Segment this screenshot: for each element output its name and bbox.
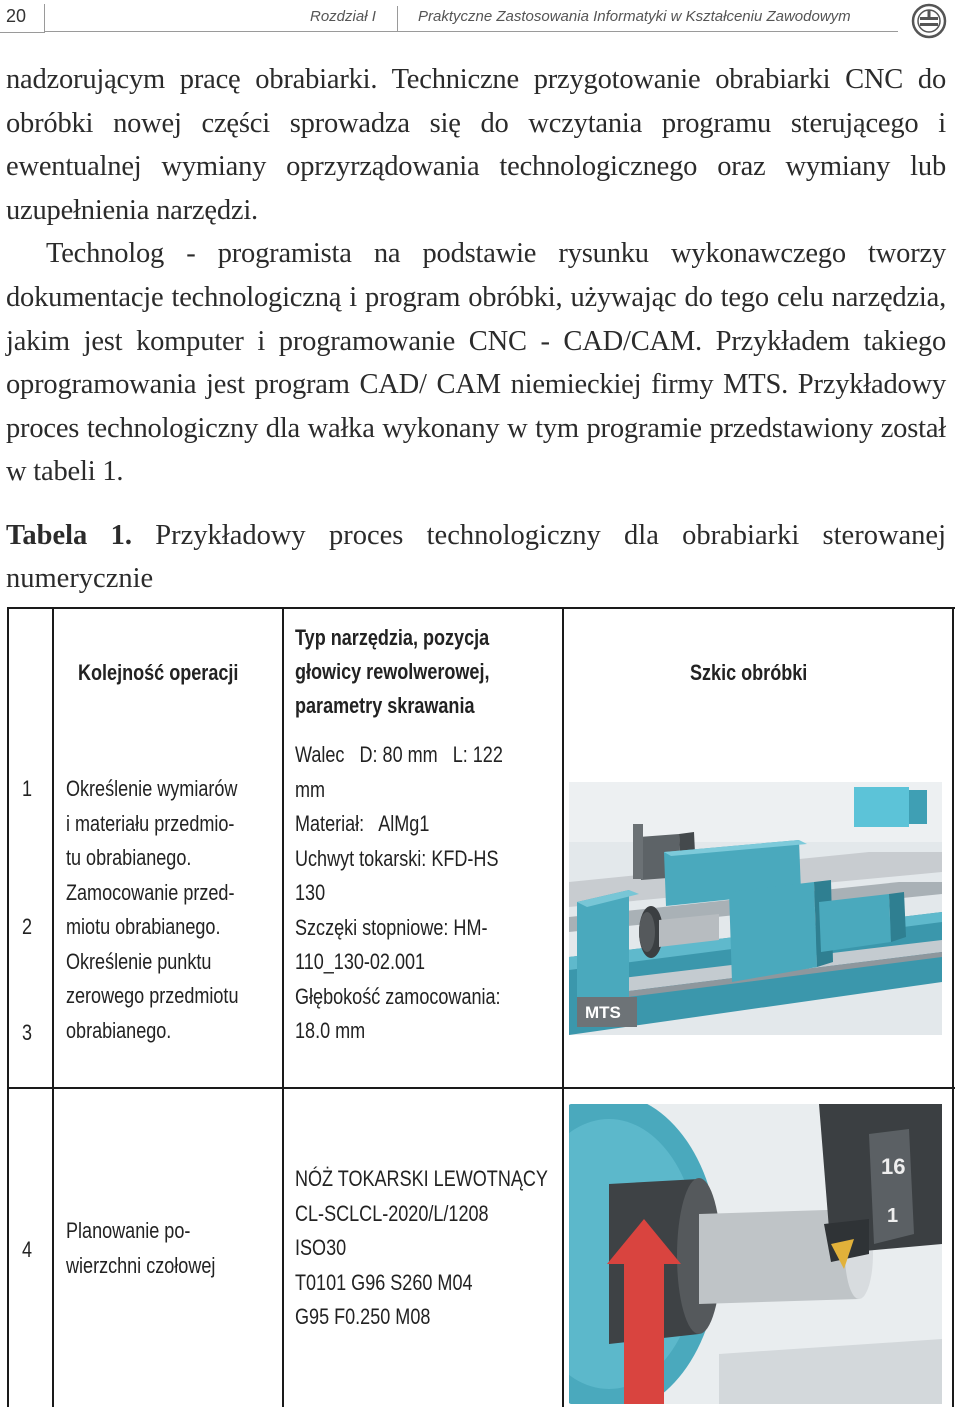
table-divider-2	[282, 607, 284, 1407]
operation-line: i materiału przedmio-	[66, 810, 235, 836]
table-caption-label: Tabela 1.	[6, 520, 132, 551]
row-number: 3	[22, 1020, 33, 1045]
header-separator	[397, 6, 398, 32]
tool-line: G95 F0.250 M08	[295, 1304, 431, 1329]
table-border-right	[952, 607, 954, 1407]
row-number: 2	[22, 914, 33, 939]
row-number: 1	[22, 776, 33, 801]
table-row-divider	[7, 1087, 955, 1089]
tool-line: Uchwyt tokarski: KFD-HS	[295, 845, 499, 871]
tool-line: 130	[295, 880, 326, 905]
publisher-logo-icon	[908, 2, 950, 40]
mts-label: MTS	[585, 1003, 621, 1022]
tool-line: mm	[295, 776, 326, 802]
tool-line: Szczęki stopniowe: HM-	[295, 914, 488, 940]
header-rule	[44, 31, 898, 32]
paragraph-1: nadzorującym pracę obrabiarki. Techniczne przygotowanie obrabiarki CNC do obróbki nowej części sprowadza się do wczytania programu sterującego i ewentualnej wymiany oprzyrządowania technologicznego oraz wymiany lub uzupełnienia narzędzi.	[6, 64, 946, 226]
header-tool-line: głowicy rewolwerowej,	[295, 659, 490, 684]
table-caption	[6, 514, 946, 600]
tool-line: NÓŻ TOKARSKI LEWOTNĄCY	[295, 1166, 548, 1191]
operation-line: zerowego przedmiotu	[66, 983, 239, 1008]
tool-line: Walec D: 80 mm L: 122	[295, 742, 503, 767]
chapter-label: Rozdział I	[310, 8, 376, 25]
page-header	[0, 0, 960, 40]
row-number: 4	[22, 1237, 33, 1262]
turret-number-16: 16	[881, 1154, 906, 1179]
row1-operation	[66, 772, 238, 1048]
operation-line: wierzchni czołowej	[66, 1252, 216, 1278]
operation-line: Określenie punktu	[66, 948, 212, 974]
tool-line: 110_130-02.001	[295, 949, 426, 974]
turret-number-1: 1	[887, 1205, 899, 1227]
row2-tool	[295, 1162, 548, 1335]
tool-line: ISO30	[295, 1235, 347, 1260]
header-tool	[295, 621, 489, 723]
row2-operation	[66, 1214, 215, 1283]
tool-line: Głębokość zamocowania:	[295, 983, 501, 1009]
body-text	[6, 58, 946, 494]
page-number: 20	[6, 6, 27, 26]
table-border-left	[7, 607, 9, 1407]
tool-line: CL-SCLCL-2020/L/1208	[295, 1200, 489, 1226]
book-title: Praktyczne Zastosowania Informatyki w Kształceniu Zawodowym	[418, 8, 851, 25]
facing-operation-image	[569, 1104, 942, 1404]
operation-line: tu obrabianego.	[66, 845, 192, 870]
operation-line: obrabianego.	[66, 1017, 172, 1043]
table-caption-text: Przykładowy proces technologiczny dla obrabiarki sterowanej numerycznie	[6, 520, 947, 594]
header-sketch: Szkic obróbki	[690, 660, 808, 685]
tool-line: Materiał: AlMg1	[295, 811, 430, 836]
tool-line: 18.0 mm	[295, 1018, 366, 1043]
paragraph-2: Technolog - programista na podstawie rysunku wykonawczego tworzy dokumentacje technologiczną i program obróbki, używając do tego celu narzędzia, jakim jest komputer i programowanie CNC - CAD/CAM. Przykładem takiego oprogramowania jest program CAD/ CAM niemieckiej firmy MTS. Przykładowy proces technologiczny dla wałka wykonany w tym programie przedstawiony został w tabeli 1.	[6, 238, 946, 488]
header-tool-line: Typ narzędzia, pozycja	[295, 625, 490, 650]
table-divider-3	[562, 607, 564, 1407]
row1-tool	[295, 738, 503, 1049]
table-border-top	[7, 607, 955, 609]
lathe-machine-image	[569, 782, 942, 1035]
header-tool-line: parametry skrawania	[295, 693, 475, 718]
operation-line: Planowanie po-	[66, 1218, 191, 1243]
operation-line: miotu obrabianego.	[66, 914, 221, 939]
tool-line: T0101 G96 S260 M04	[295, 1269, 473, 1295]
header-operations: Kolejność operacji	[78, 660, 239, 685]
table-divider-1	[52, 607, 54, 1407]
operation-line: Określenie wymiarów	[66, 776, 238, 801]
operation-line: Zamocowanie przed-	[66, 879, 235, 905]
